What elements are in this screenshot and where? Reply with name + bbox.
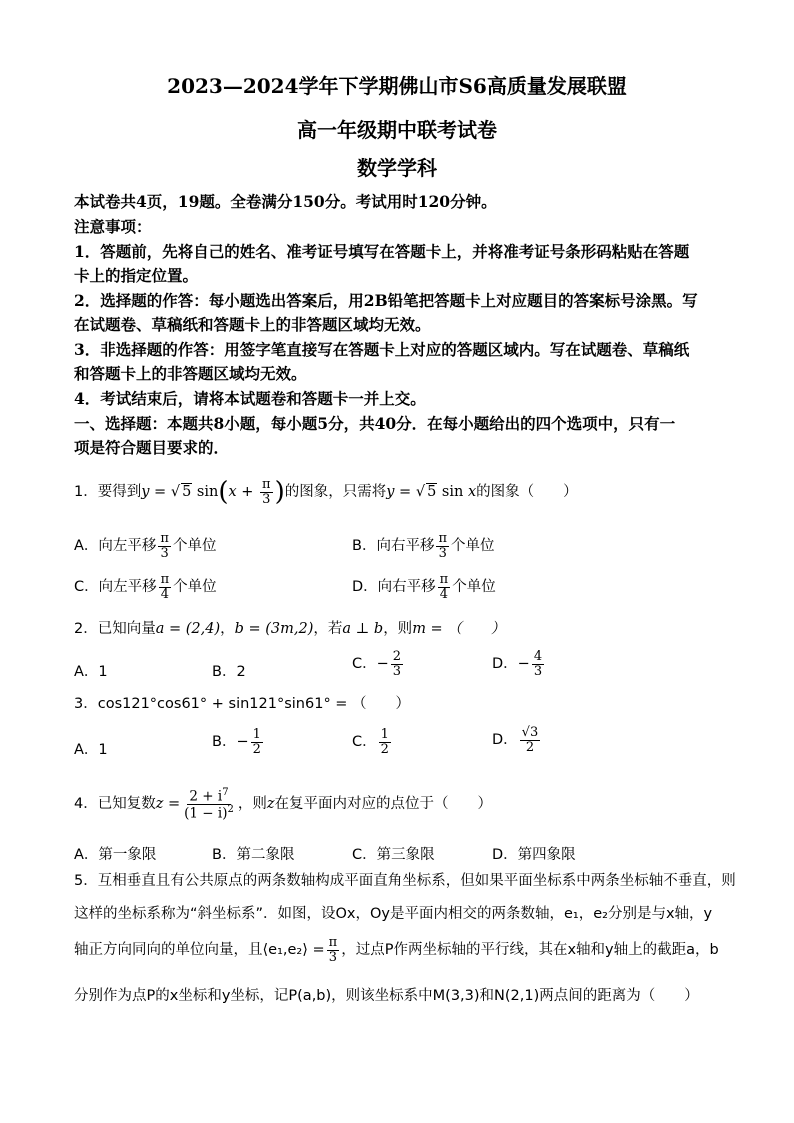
note-1b: 卡上的指定位置。 (74, 266, 199, 285)
q1-option-a: A．向左平移 $\frac{\pi}{3}$ 个单位 (74, 531, 217, 561)
q2-vector-b: b = (3m,2) (234, 621, 314, 637)
q2-option-d: D．− $\frac{4}{3}$ (492, 649, 543, 679)
question-5-line3: 轴正方向同向的单位向量，且⟨e₁,e₂⟩ = $\frac{\pi}{3}$ ，过点P作两坐标轴的平行线，其在x轴和y轴上的截距a，b (74, 935, 719, 965)
exam-title-line2: 高一年级期中联考试卷 (297, 118, 497, 142)
q1-mid: 的图象，只需将 (284, 484, 387, 500)
note-2a: 2．选择题的作答：每小题选出答案后，用2B铅笔把答题卡上对应题目的答案标号涂黑。写 (74, 291, 698, 310)
note-3a: 3．非选择题的作答：用签字笔直接写在答题卡上对应的答题区域内。写在试题卷、草稿纸 (74, 340, 690, 359)
q1-option-b: B．向右平移 $\frac{\pi}{3}$ 个单位 (352, 531, 495, 561)
q2-ask: m = （ ） (412, 621, 506, 637)
question-5-line4: 分别作为点P的x坐标和y坐标，记P(a,b)，则该坐标系中M(3,3)和N(2,1)两点间的距离为（ ） (74, 988, 699, 1004)
q1-option-c: C．向左平移 $\frac{\pi}{4}$ 个单位 (74, 572, 217, 602)
q2-option-b: B．2 (212, 664, 246, 680)
notes-heading: 注意事项： (74, 217, 152, 236)
question-1: 1．要得到y = √ 5 sin(x + $\frac{\pi}{3}$ )的图象，只需将y = √ 5 sin x的图象（ ） (74, 476, 578, 507)
section1-heading-b: 项是符合题目要求的． (74, 438, 230, 457)
q1-suffix: 的图象（ ） (476, 484, 578, 500)
question-2: 2．已知向量a = (2,4)，b = (3m,2)，若a ⊥ b，则m = （ ） (74, 621, 506, 637)
note-1a: 1．答题前，先将自己的姓名、准考证号填写在答题卡上，并将准考证号条形码粘贴在答题 (74, 242, 690, 261)
question-4: 4．已知复数z = $\frac{2 + i^7}{(1 - i)^2}$ ，则z在复平面内对应的点位于（ ） (74, 787, 492, 822)
note-4: 4．考试结束后，请将本试题卷和答题卡一并上交。 (74, 389, 426, 408)
q3-option-c: C． $\frac{1}{2}$ (352, 727, 389, 757)
q4-option-b: B．第二象限 (212, 847, 295, 863)
note-3b: 和答题卡上的非答题区域均无效。 (74, 364, 307, 383)
exam-title-line3: 数学学科 (357, 156, 437, 180)
q1-prefix: 1．要得到 (74, 484, 142, 500)
q4-option-c: C．第三象限 (352, 847, 435, 863)
exam-summary: 本试卷共4页，19题。全卷满分150分。考试用时120分钟。 (74, 192, 497, 211)
q4-option-d: D．第四象限 (492, 847, 576, 863)
note-2b: 在试题卷、草稿纸和答题卡上的非答题区域均无效。 (74, 315, 431, 334)
question-3: 3．cos121°cos61° + sin121°sin61° = （ ） (74, 696, 411, 712)
section1-heading-a: 一、选择题：本题共8小题，每小题5分，共40分．在每小题给出的四个选项中，只有一 (74, 414, 676, 433)
question-5-line1: 5．互相垂直且有公共原点的两条数轴构成平面直角坐标系，但如果平面坐标系中两条坐标轴不垂直，则 (74, 873, 736, 889)
q3-option-d: D． $\frac{√3}{2}$ (492, 725, 539, 755)
q3-option-a: A．1 (74, 742, 108, 758)
q3-option-b: B．− $\frac{1}{2}$ (212, 727, 261, 757)
question-5-line2: 这样的坐标系称为“斜坐标系”．如图，设Ox，Oy是平面内相交的两条数轴，e₁，e₂分别是与x轴，y (74, 906, 713, 922)
q2-option-a: A．1 (74, 664, 108, 680)
q2-option-c: C．− $\frac{2}{3}$ (352, 649, 402, 679)
exam-title-line1: 2023—2024学年下学期佛山市S6高质量发展联盟 (167, 74, 627, 98)
q1-option-d: D．向右平移 $\frac{\pi}{4}$ 个单位 (352, 572, 496, 602)
q4-option-a: A．第一象限 (74, 847, 157, 863)
q2-perp: a ⊥ b (342, 621, 384, 637)
q2-vector-a: a = (2,4) (155, 621, 221, 637)
